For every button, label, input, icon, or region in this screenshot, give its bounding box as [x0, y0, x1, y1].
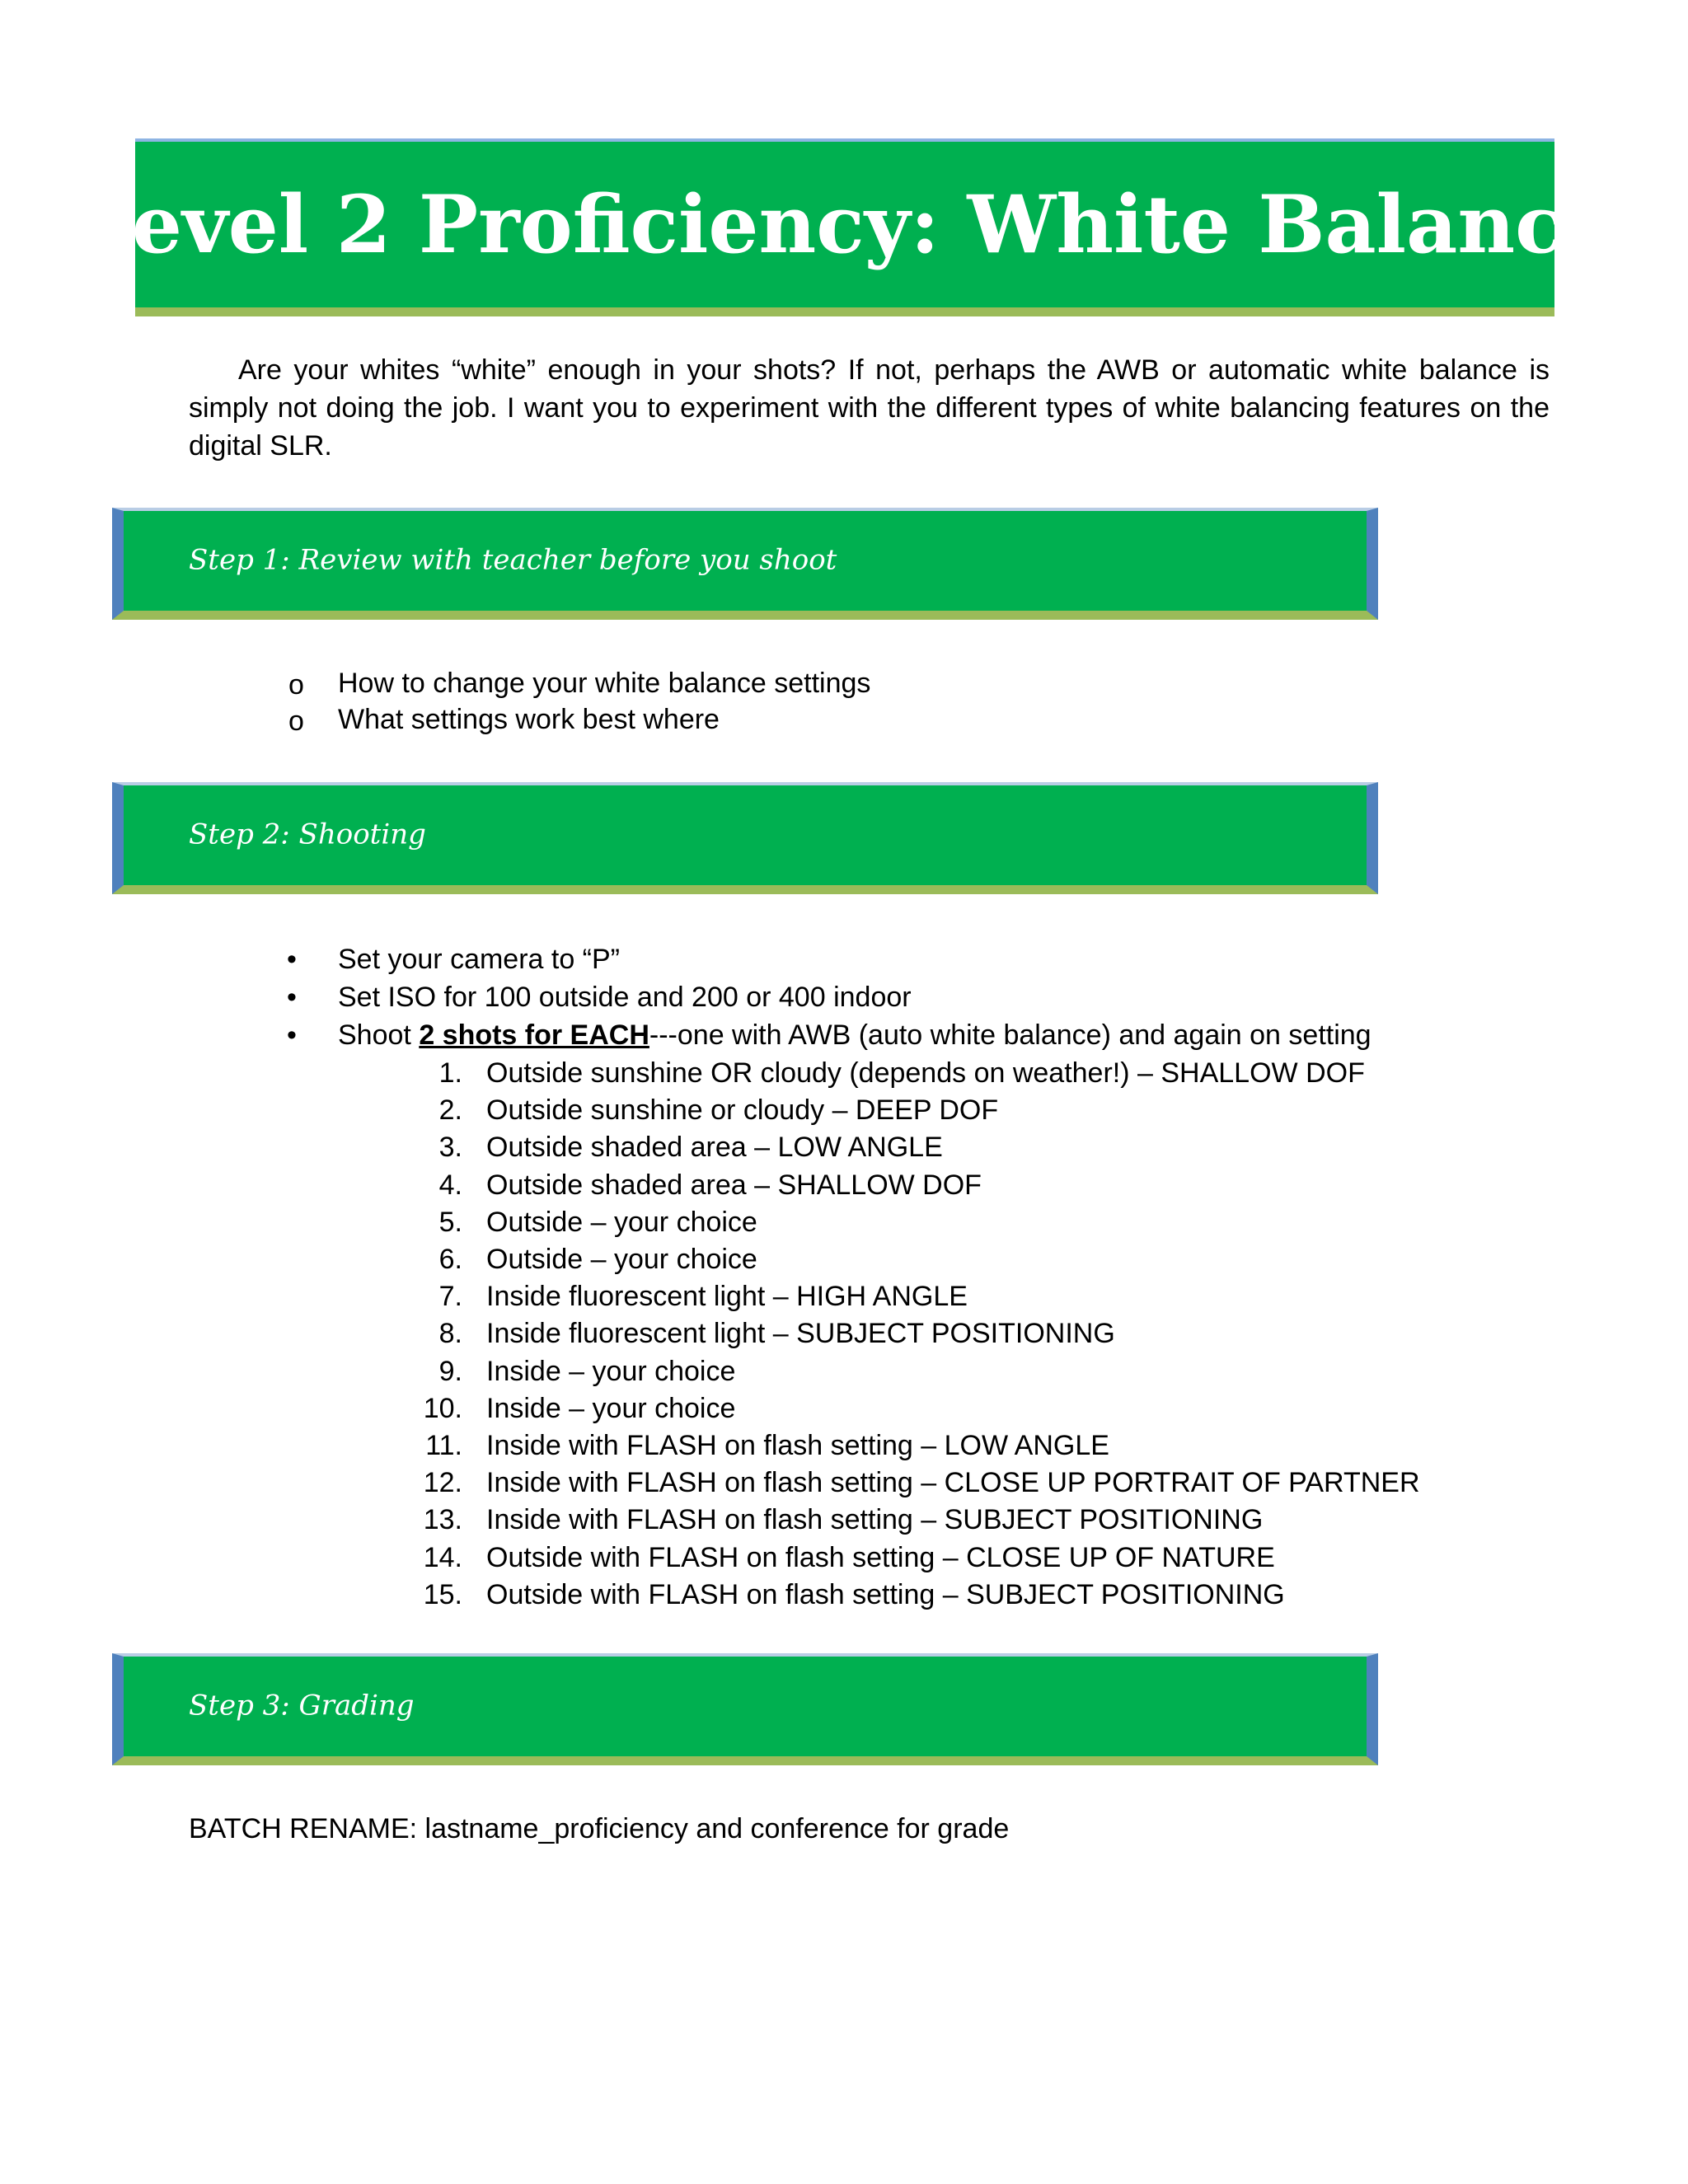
step-2-header: [112, 782, 1378, 894]
step-3-heading: Step 3: Grading: [189, 1688, 415, 1722]
list-number: 3.: [438, 1132, 462, 1163]
numbered-item: Inside – your choice: [486, 1393, 736, 1424]
numbered-item: Outside with FLASH on flash setting – SUBJECT POSITIONING: [486, 1579, 1285, 1610]
batch-rename-text: BATCH RENAME: lastname_proficiency and conference for grade: [189, 1813, 1010, 1844]
list-number: 12.: [423, 1467, 462, 1498]
list-number: 6.: [438, 1244, 462, 1275]
numbered-item: Inside fluorescent light – SUBJECT POSITIONING: [486, 1318, 1115, 1349]
shoot-prefix: Shoot: [338, 1019, 420, 1051]
list-number: 13.: [423, 1504, 462, 1535]
numbered-item: Outside shaded area – SHALLOW DOF: [486, 1169, 982, 1201]
shoot-emphasis: 2 shots for EACH: [419, 1019, 649, 1051]
list-number: 8.: [438, 1318, 462, 1349]
list-number: 7.: [438, 1281, 462, 1312]
numbered-item: Inside – your choice: [486, 1356, 736, 1387]
list-number: 15.: [423, 1579, 462, 1610]
bullet: •: [287, 1019, 297, 1051]
bullet: •: [287, 982, 297, 1013]
list-number: 4.: [438, 1169, 462, 1201]
intro-paragraph: [189, 351, 1550, 465]
step-2-bullet: Set ISO for 100 outside and 200 or 400 indoor: [338, 982, 912, 1013]
numbered-item: Outside – your choice: [486, 1207, 757, 1238]
circle-bullet: o: [288, 669, 304, 701]
list-number: 1.: [438, 1057, 462, 1089]
step-1-header: [112, 508, 1378, 620]
list-number: 2.: [438, 1094, 462, 1126]
list-number: 9.: [438, 1356, 462, 1387]
numbered-item: Outside sunshine OR cloudy (depends on weather!) – SHALLOW DOF: [486, 1057, 1365, 1089]
numbered-item: Inside with FLASH on flash setting – LOW ANGLE: [486, 1430, 1109, 1461]
numbered-item: Outside – your choice: [486, 1244, 757, 1275]
title-banner: [76, 138, 1614, 316]
step-1-item: How to change your white balance settings: [338, 668, 871, 699]
step-3-header: [112, 1653, 1378, 1765]
list-number: 5.: [438, 1207, 462, 1238]
numbered-item: Inside with FLASH on flash setting – CLOSE UP PORTRAIT OF PARTNER: [486, 1467, 1420, 1498]
page-title: Level 2 Proficiency: White Balance: [76, 178, 1614, 271]
step-2-heading: Step 2: Shooting: [189, 817, 426, 851]
step-1-heading: Step 1: Review with teacher before you shoot: [189, 542, 837, 576]
list-number: 10.: [423, 1393, 462, 1424]
numbered-item: Outside sunshine or cloudy – DEEP DOF: [486, 1094, 999, 1126]
step-2-shoot-line: [338, 1017, 1372, 1054]
step-1-item: What settings work best where: [338, 704, 720, 735]
numbered-item: Inside fluorescent light – HIGH ANGLE: [486, 1281, 968, 1312]
bullet: •: [287, 944, 297, 975]
numbered-item: Inside with FLASH on flash setting – SUBJECT POSITIONING: [486, 1504, 1264, 1535]
circle-bullet: o: [288, 705, 304, 737]
intro-text: Are your whites “white” enough in your shots? If not, perhaps the AWB or automatic white balance is simply not doing the job. I want you to experiment with the different types of white balancing features on the digital SLR.: [189, 354, 1550, 462]
numbered-item: Outside shaded area – LOW ANGLE: [486, 1132, 943, 1163]
numbered-item: Outside with FLASH on flash setting – CLOSE UP OF NATURE: [486, 1542, 1275, 1573]
list-number: 11.: [425, 1430, 462, 1461]
shoot-suffix: ---one with AWB (auto white balance) and again on setting: [649, 1019, 1372, 1051]
step-2-bullet: Set your camera to “P”: [338, 944, 621, 975]
list-number: 14.: [423, 1542, 462, 1573]
